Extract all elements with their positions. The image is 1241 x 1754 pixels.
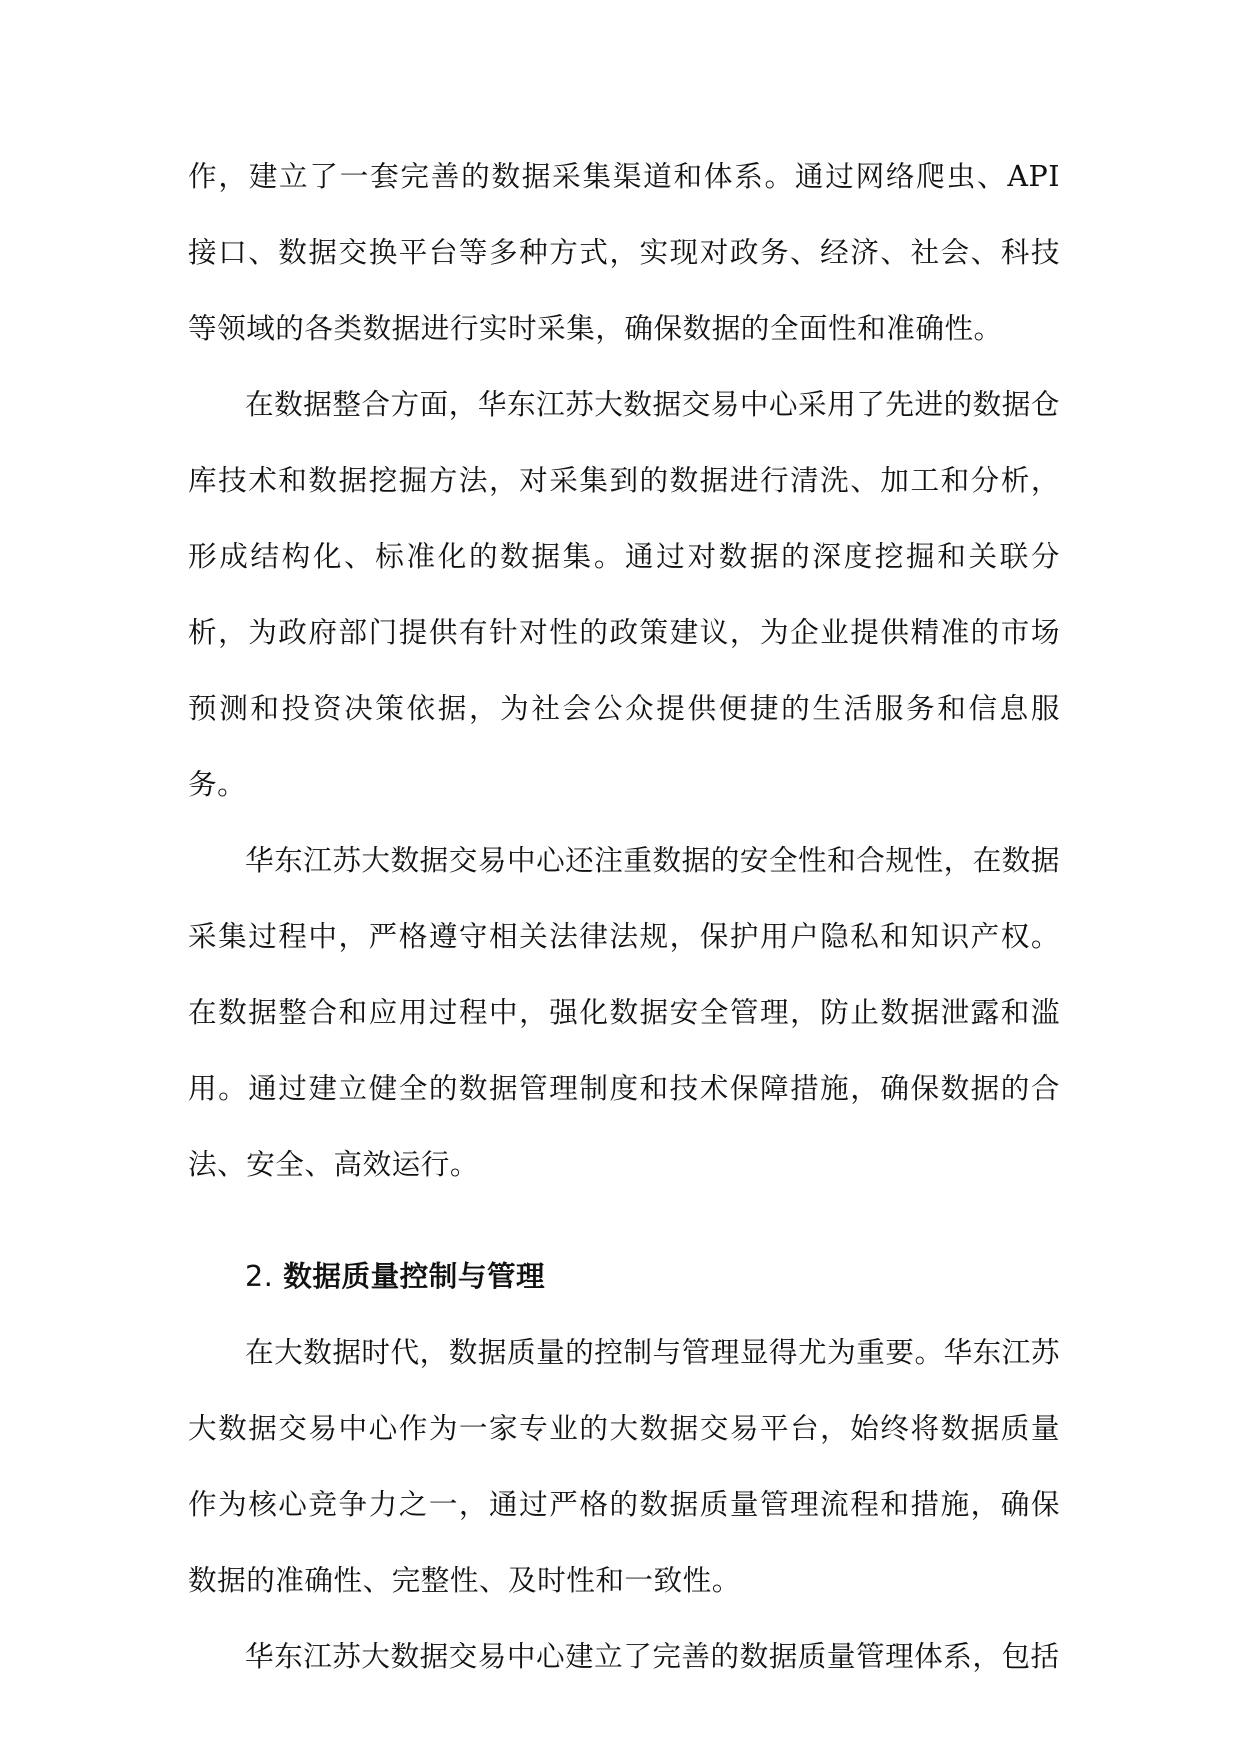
document-body xyxy=(188,138,1060,1694)
paragraph-quality-system: 华东江苏大数据交易中心建立了完善的数据质量管理体系，包括 xyxy=(245,1639,1060,1673)
paragraph-quality-intro: 在大数据时代，数据质量的控制与管理显得尤为重要。华东江苏大数据交易中心作为一家专业的大数据交易平台，始终将数据质量作为核心竞争力之一，通过严格的数据质量管理流程和措施，确保数据的准确性、完整性、及时性和一致性。 xyxy=(188,1335,1060,1597)
section-title: 数据质量控制与管理 xyxy=(283,1259,546,1293)
section-number: 2. xyxy=(245,1259,274,1293)
paragraph-data-integration: 在数据整合方面，华东江苏大数据交易中心采用了先进的数据仓库技术和数据挖掘方法，对采集到的数据进行清洗、加工和分析，形成结构化、标准化的数据集。通过对数据的深度挖掘和关联分析，为政府部门提供有针对性的政策建议，为企业提供精准的市场预测和投资决策依据，为社会公众提供便捷的生活服务和信息服务。 xyxy=(188,387,1060,801)
section-heading xyxy=(245,1238,1060,1314)
paragraph-data-security: 华东江苏大数据交易中心还注重数据的安全性和合规性，在数据采集过程中，严格遵守相关法律法规，保护用户隐私和知识产权。在数据整合和应用过程中，强化数据安全管理，防止数据泄露和滥用。通过建立健全的数据管理制度和技术保障措施，确保数据的合法、安全、高效运行。 xyxy=(188,843,1060,1181)
paragraph-continued: 作，建立了一套完善的数据采集渠道和体系。通过网络爬虫、API 接口、数据交换平台等多种方式，实现对政务、经济、社会、科技等领域的各类数据进行实时采集，确保数据的全面性和准确性。 xyxy=(188,159,1060,345)
